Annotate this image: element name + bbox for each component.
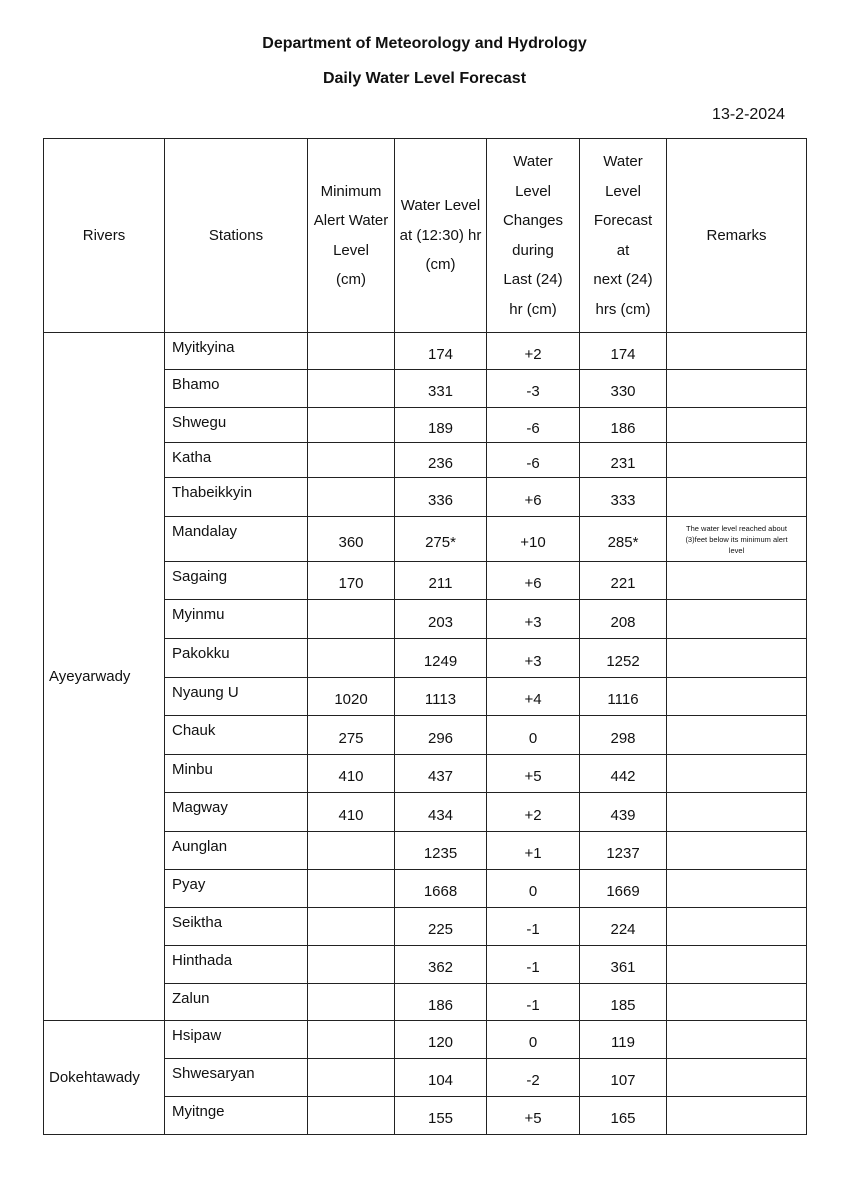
min-alert-level [308,408,395,443]
level-change: +6 [487,562,580,600]
forecast-level: 1116 [580,678,667,716]
water-level: 236 [395,443,487,478]
water-level: 1668 [395,870,487,908]
level-change: +3 [487,639,580,678]
col-stations: Stations [165,139,308,333]
forecast-level: 1237 [580,832,667,870]
remarks-cell [667,478,807,517]
water-level: 104 [395,1059,487,1097]
forecast-level: 221 [580,562,667,600]
remarks-cell [667,1021,807,1059]
station-name: Shwegu [165,408,308,443]
min-alert-level [308,908,395,946]
min-alert-level: 170 [308,562,395,600]
remarks-cell [667,1059,807,1097]
forecast-level: 185 [580,984,667,1021]
water-level: 1113 [395,678,487,716]
level-change: +6 [487,478,580,517]
min-alert-level [308,1021,395,1059]
min-alert-level: 360 [308,517,395,562]
water-level: 1249 [395,639,487,678]
header-line: Level [333,241,369,259]
min-alert-level [308,832,395,870]
header-line: hrs (cm) [595,300,651,318]
min-alert-level [308,639,395,678]
min-alert-level: 410 [308,755,395,793]
station-name: Myinmu [165,600,308,639]
forecast-level: 224 [580,908,667,946]
header-line: Changes [502,212,564,229]
remarks-cell [667,946,807,984]
remark-line: level [728,545,745,555]
station-name: Thabeikkyin [165,478,308,517]
forecast-level: 333 [580,478,667,517]
forecast-level: 186 [580,408,667,443]
remarks-cell [667,639,807,678]
station-name: Hinthada [165,946,308,984]
min-alert-level [308,370,395,408]
forecast-level: 231 [580,443,667,478]
station-name: Sagaing [165,562,308,600]
water-level: 186 [395,984,487,1021]
station-name: Myitnge [165,1097,308,1135]
remarks-cell [667,600,807,639]
min-alert-level [308,478,395,517]
header-line: (cm) [425,256,456,274]
forecast-level: 1252 [580,639,667,678]
remarks-cell [667,517,807,562]
page-title: Department of Meteorology and Hydrology [262,35,587,52]
water-level: 155 [395,1097,487,1135]
station-name: Myitkyina [165,333,308,370]
forecast-level: 361 [580,946,667,984]
level-change: +2 [487,333,580,370]
level-change: +5 [487,1097,580,1135]
water-level: 174 [395,333,487,370]
water-level: 437 [395,755,487,793]
min-alert-level: 1020 [308,678,395,716]
remarks-cell [667,755,807,793]
water-level: 434 [395,793,487,832]
remark-line: The water level reached about [686,523,787,533]
remarks-cell [667,908,807,946]
station-name: Katha [165,443,308,478]
station-name: Nyaung U [165,678,308,716]
table-row [44,333,807,370]
station-name: Aunglan [165,832,308,870]
header-line: at (12:30) hr [399,226,482,244]
level-change: -1 [487,908,580,946]
level-change: -1 [487,984,580,1021]
col-min-alert [308,139,395,333]
header-line: Water Level [400,197,481,215]
level-change: +4 [487,678,580,716]
min-alert-level [308,333,395,370]
forecast-level: 298 [580,716,667,755]
level-change: 0 [487,870,580,908]
header-line: at [616,241,630,259]
forecast-level: 1669 [580,870,667,908]
river-name: Ayeyarwady [44,333,165,1021]
remarks-cell [667,832,807,870]
remarks-cell [667,562,807,600]
forecast-level: 208 [580,600,667,639]
remarks-cell [667,716,807,755]
level-change: +10 [487,517,580,562]
header-line: Level [605,182,641,200]
station-name: Hsipaw [165,1021,308,1059]
station-name: Zalun [165,984,308,1021]
remarks-cell [667,408,807,443]
water-level: 203 [395,600,487,639]
col-forecast [580,139,667,333]
table-row [44,1021,807,1059]
header-line: Water [603,153,643,170]
water-level: 189 [395,408,487,443]
forecast-level: 165 [580,1097,667,1135]
water-level: 120 [395,1021,487,1059]
water-level: 336 [395,478,487,517]
station-name: Shwesaryan [165,1059,308,1097]
forecast-level: 119 [580,1021,667,1059]
min-alert-level [308,443,395,478]
level-change: -3 [487,370,580,408]
level-change: -1 [487,946,580,984]
water-level: 362 [395,946,487,984]
level-change: +1 [487,832,580,870]
water-level-table [43,138,807,1135]
col-remarks: Remarks [667,139,807,333]
min-alert-level: 275 [308,716,395,755]
station-name: Bhamo [165,370,308,408]
min-alert-level: 410 [308,793,395,832]
col-changes [487,139,580,333]
level-change: -2 [487,1059,580,1097]
remarks-cell [667,678,807,716]
min-alert-level [308,1059,395,1097]
table-body [44,333,807,1135]
min-alert-level [308,946,395,984]
level-change: -6 [487,443,580,478]
water-level: 1235 [395,832,487,870]
forecast-level: 107 [580,1059,667,1097]
header-line: hr (cm) [509,300,557,318]
level-change: 0 [487,716,580,755]
remarks-cell [667,1097,807,1135]
min-alert-level [308,1097,395,1135]
remarks-cell [667,443,807,478]
header-line: Last (24) [503,271,563,288]
forecast-level: 285* [580,517,667,562]
min-alert-level [308,984,395,1021]
header-line: Level [515,182,551,200]
remarks-cell [667,793,807,832]
station-name: Pyay [165,870,308,908]
station-name: Minbu [165,755,308,793]
forecast-level: 174 [580,333,667,370]
header-line: Water [513,153,553,170]
col-rivers: Rivers [44,139,165,333]
remarks-cell [667,984,807,1021]
col-water-level [395,139,487,333]
min-alert-level [308,600,395,639]
water-level: 225 [395,908,487,946]
remark-line: (3)feet below its minimum alert [685,534,788,544]
station-name: Magway [165,793,308,832]
station-name: Mandalay [165,517,308,562]
water-level: 275* [395,517,487,562]
header-line: Alert Water [313,212,389,229]
remarks-cell [667,870,807,908]
forecast-level: 330 [580,370,667,408]
level-change: 0 [487,1021,580,1059]
header-line: during [512,241,554,259]
station-name: Pakokku [165,639,308,678]
level-change: +2 [487,793,580,832]
level-change: +3 [487,600,580,639]
water-level: 211 [395,562,487,600]
river-name: Dokehtawady [44,1021,165,1135]
page-subtitle: Daily Water Level Forecast [322,70,527,87]
water-level: 296 [395,716,487,755]
header-line: Minimum [320,182,382,200]
forecast-level: 442 [580,755,667,793]
level-change: -6 [487,408,580,443]
header-line: next (24) [593,271,653,288]
table-header-row [44,139,807,333]
remarks-cell [667,333,807,370]
water-level: 331 [395,370,487,408]
header-line: Forecast [593,212,653,229]
report-date: 13-2-2024 [712,106,785,123]
forecast-level: 439 [580,793,667,832]
header-line: (cm) [336,271,366,288]
remarks-cell [667,370,807,408]
station-name: Seiktha [165,908,308,946]
min-alert-level [308,870,395,908]
level-change: +5 [487,755,580,793]
station-name: Chauk [165,716,308,755]
